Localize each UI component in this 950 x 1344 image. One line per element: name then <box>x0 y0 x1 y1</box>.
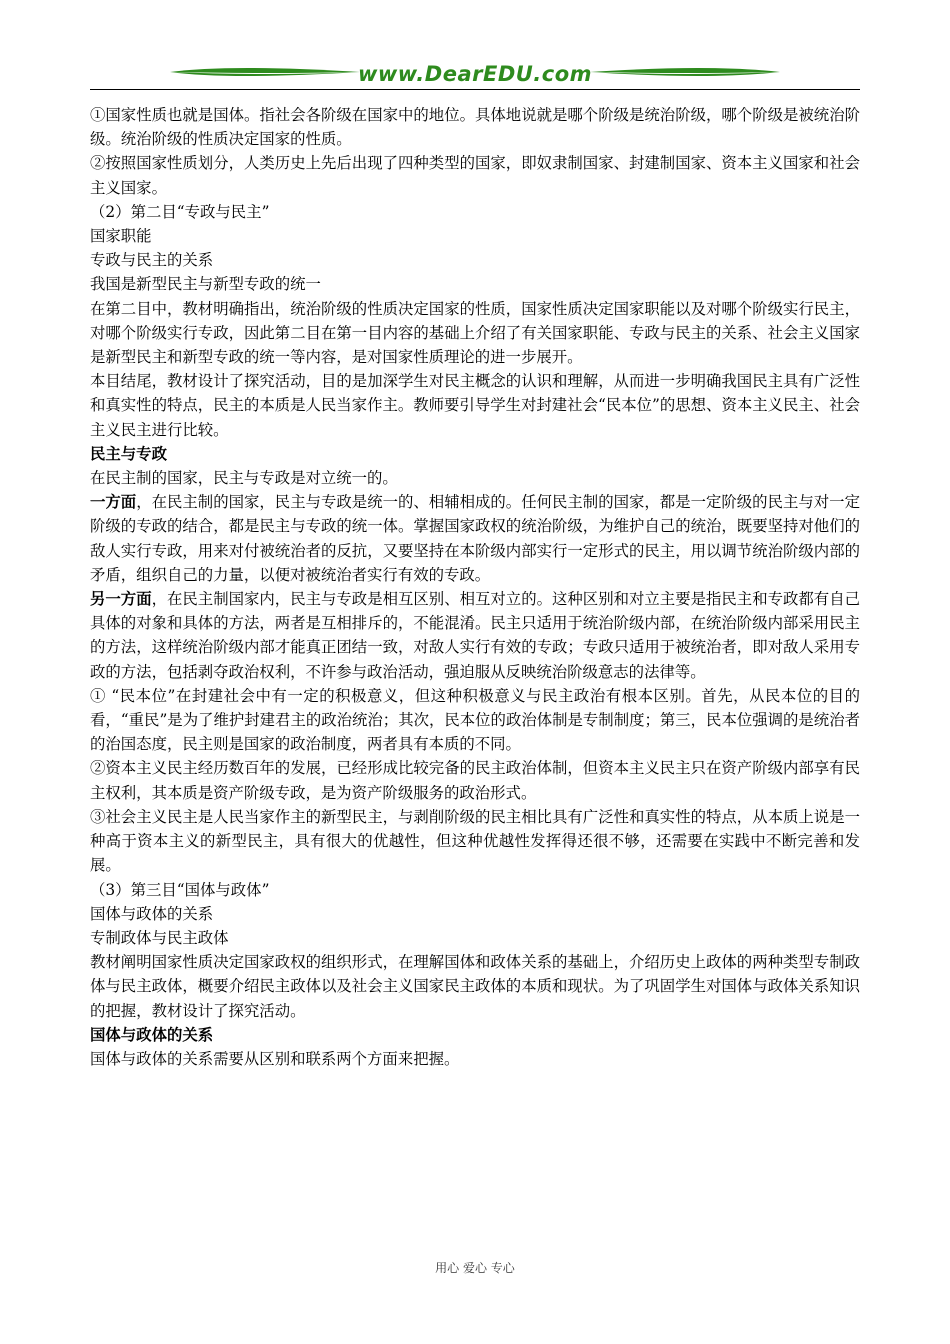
header-rule <box>90 89 860 90</box>
paragraph: ③社会主义民主是人民当家作主的新型民主，与剥削阶级的民主相比具有广泛性和真实性的特点，从本质上说是一种高于资本主义的新型民主，具有很大的优越性，但这种优越性发挥得还很不够，还需要在实践中不断完善和发展。 <box>90 807 860 875</box>
paragraph: 本目结尾，教材设计了探究活动，目的是加深学生对民主概念的认识和理解，从而进一步明确我国民主具有广泛性和真实性的特点，民主的本质是人民当家作主。教师要引导学生对封建社会“民本位”的思想、资本主义民主、社会主义民主进行比较。 <box>90 372 860 439</box>
paragraph-text: ，在民主制的国家，民主与专政是统一的、相辅相成的。任何民主制的国家，都是一定阶级的民主与对一定阶级的专政的结合，都是民主与专政的统一体。掌握国家政权的统治阶级，为维护自己的统治，既要坚持对他们的敌人实行专政，用来对付被统治者的反抗，又要坚持在本阶级内部实行一定形式的民主，用以调节统治阶级内部的矛盾，组织自己的力量，以便对被统治者实行有效的专政。 <box>90 493 860 584</box>
paragraph <box>90 490 860 587</box>
subtopic: 我国是新型民主与新型专政的统一 <box>90 275 321 294</box>
subtopic: 专制政体与民主政体 <box>90 928 229 947</box>
subtopic: 国体与政体的关系 <box>90 904 214 923</box>
page-header <box>90 58 860 98</box>
paragraph-lead: 一方面 <box>90 493 137 512</box>
subtopic: 专政与民主的关系 <box>90 251 214 270</box>
paragraph: 国体与政体的关系需要从区别和联系两个方面来把握。 <box>90 1049 460 1068</box>
bold-heading: 民主与专政 <box>90 444 167 463</box>
paragraph <box>90 587 860 684</box>
paragraph: ②资本主义民主经历数百年的发展，已经形成比较完备的民主政治体制，但资本主义民主只在资产阶级内部享有民主权利，其本质是资产阶级专政，是为资产阶级服务的政治形式。 <box>90 759 860 802</box>
site-logo: www.DearEDU.com <box>357 62 593 86</box>
paragraph: ②按照国家性质划分，人类历史上先后出现了四种类型的国家，即奴隶制国家、封建制国家、资本主义国家和社会主义国家。 <box>90 154 860 197</box>
page-footer: 用心 爱心 专心 <box>435 1261 515 1275</box>
paragraph: ①国家性质也就是国体。指社会各阶级在国家中的地位。具体地说就是哪个阶级是统治阶级，哪个阶级是被统治阶级。统治阶级的性质决定国家的性质。 <box>90 106 860 149</box>
paragraph: 在民主制的国家，民主与专政是对立统一的。 <box>90 469 398 488</box>
subtopic: 国家职能 <box>90 227 152 246</box>
bold-heading: 国体与政体的关系 <box>90 1025 214 1044</box>
section-heading: （3）第三目“国体与政体” <box>90 880 270 899</box>
document-body <box>90 103 860 1071</box>
paragraph: 教材阐明国家性质决定国家政权的组织形式，在理解国体和政体关系的基础上，介绍历史上政体的两种类型专制政体与民主政体，概要介绍民主政体以及社会主义国家民主政体的本质和现状。为了巩固学生对国体与政体关系知识的把握，教材设计了探究活动。 <box>90 953 860 1020</box>
paragraph-lead: 另一方面 <box>90 590 152 609</box>
paragraph: 在第二目中，教材明确指出，统治阶级的性质决定国家的性质，国家性质决定国家职能以及对哪个阶级实行民主，对哪个阶级实行专政，因此第二目在第一目内容的基础上介绍了有关国家职能、专政与民主的关系、社会主义国家是新型民主和新型专政的统一等内容，是对国家性质理论的进一步展开。 <box>90 299 860 367</box>
paragraph-text: ，在民主制国家内，民主与专政是相互区别、相互对立的。这种区别和对立主要是指民主和专政都有自己具体的对象和具体的方法，两者是互相排斥的，不能混淆。民主只适用于统治阶级内部，在统治阶级内部采用民主的方法，这样统治阶级内部才能真正团结一致，对敌人实行有效的专政；专政只适用于被统治者，即对敌人采用专政的方法，包括剥夺政治权利，不许参与政治活动，强迫服从反映统治阶级意志的法律等。 <box>90 590 860 681</box>
section-heading: （2）第二目“专政与民主” <box>90 202 270 221</box>
paragraph: ① “民本位”在封建社会中有一定的积极意义，但这种积极意义与民主政治有根本区别。首先，从民本位的目的看，“重民”是为了维护封建君主的政治统治；其次，民本位的政治体制是专制制度；第三，民本位强调的是统治者的治国态度，民主则是国家的政治制度，两者具有本质的不同。 <box>90 686 860 754</box>
